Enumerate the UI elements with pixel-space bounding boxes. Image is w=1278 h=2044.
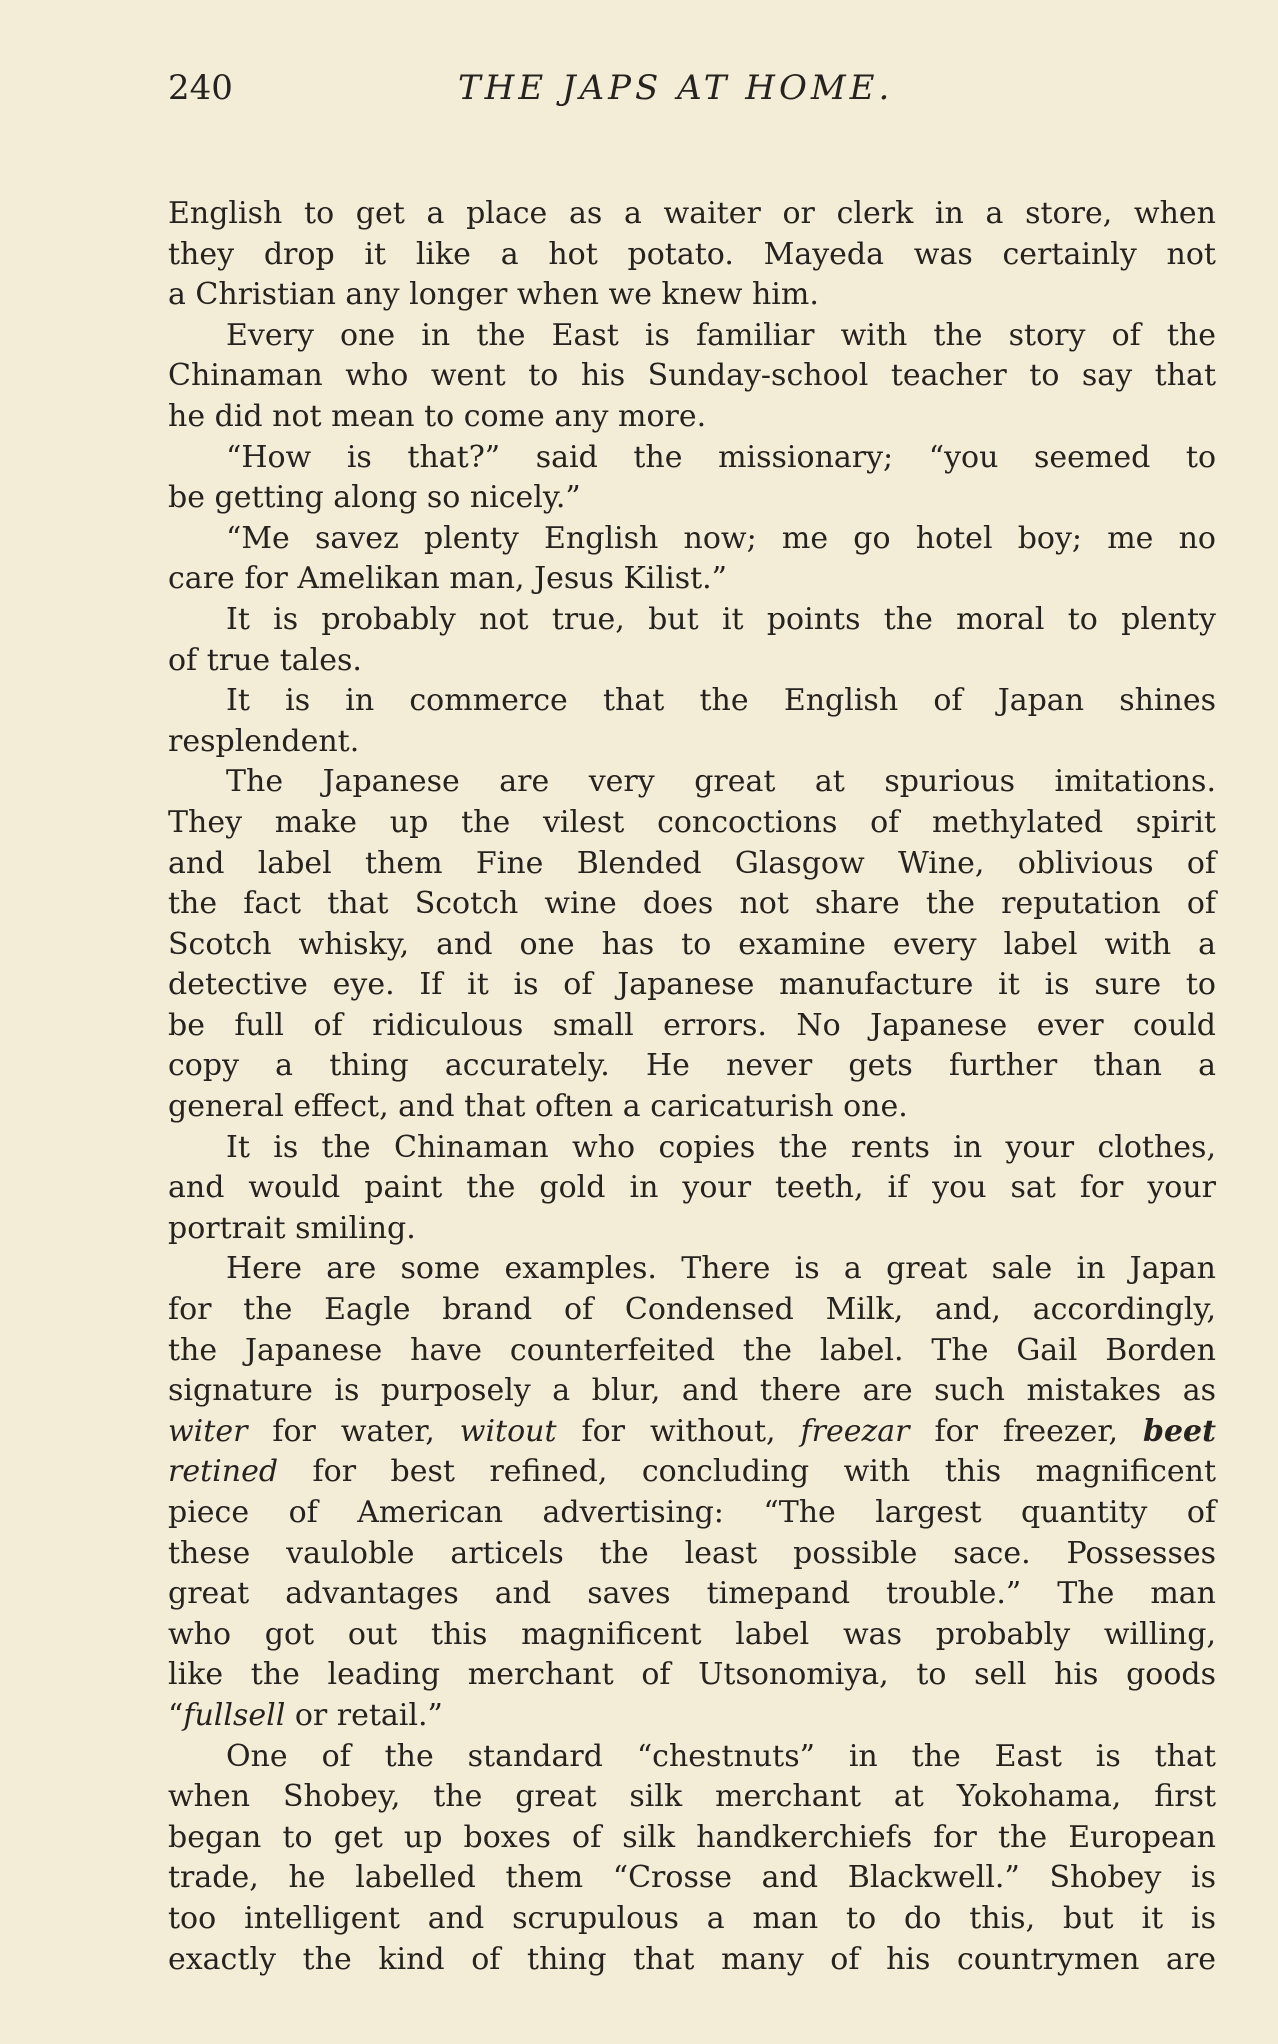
text-line: who got out this magnificent label was probably willing, — [168, 1616, 1216, 1652]
text-line: They make up the vilest concoctions of methylated spirit — [168, 804, 1216, 840]
text-line: too intelligent and scrupulous a man to do this, but it is — [168, 1900, 1216, 1936]
text-line: the fact that Scotch wine does not share the reputation of — [168, 886, 1216, 922]
text-run: for without, — [556, 1413, 801, 1449]
text-line — [168, 1452, 1216, 1493]
text-line: portrait smiling. — [168, 1210, 416, 1246]
text-line: It is probably not true, but it points the moral to plenty — [226, 601, 1216, 637]
text-line: and label them Fine Blended Glasgow Wine, oblivious of — [168, 845, 1216, 881]
text-line: signature is purposely a blur, and there are such mistakes as — [168, 1373, 1216, 1409]
text-line: piece of American advertising: “The largest quantity of — [168, 1495, 1216, 1530]
text-line: be getting along so nicely.” — [168, 480, 581, 516]
text-line: “How is that?” said the missionary; “you seemed to — [226, 439, 1216, 475]
text-line: copy a thing accurately. He never gets further than a — [168, 1048, 1216, 1084]
italic-word: witout — [459, 1413, 557, 1449]
text-run: or retail.” — [285, 1697, 443, 1733]
text-line: for the Eagle brand of Condensed Milk, and, accordingly, — [168, 1292, 1216, 1328]
italic-word: fullsell — [183, 1697, 286, 1733]
text-line: of true tales. — [168, 642, 362, 678]
italic-word: beet — [1142, 1413, 1216, 1449]
text-line: general effect, and that often a caricaturish one. — [168, 1089, 908, 1125]
page-number: 240 — [168, 68, 233, 108]
text-line: trade, he labelled them “Crosse and Blackwell.” Shobey is — [168, 1860, 1216, 1896]
text-line: these vauloble articels the least possible sace. Possesses — [168, 1535, 1216, 1571]
book-page — [168, 58, 1216, 1980]
italic-word: retined — [168, 1454, 279, 1490]
text-line: detective eye. If it is of Japanese manufacture it is sure to — [168, 967, 1216, 1003]
text-line: It is in commerce that the English of Japan shines — [226, 683, 1216, 719]
text-line: Every one in the East is familiar with the story of the — [226, 317, 1216, 353]
text-line: “Me savez plenty English now; me go hotel boy; me no — [226, 520, 1216, 556]
text-line: Here are some examples. There is a great sale in Japan — [226, 1251, 1216, 1287]
text-line: like the leading merchant of Utsonomiya, to sell his goods — [168, 1657, 1216, 1693]
text-line: One of the standard “chestnuts” in the East is that — [226, 1738, 1216, 1774]
text-run: “ — [168, 1697, 184, 1733]
text-run: for freezer, — [909, 1413, 1143, 1449]
text-line — [168, 1412, 1216, 1453]
text-run: for water, — [247, 1413, 460, 1449]
text-line: Chinaman who went to his Sunday-school teacher to say that — [168, 358, 1216, 394]
page-header — [168, 58, 1216, 118]
page-body — [168, 194, 1216, 1980]
text-line — [168, 1696, 1216, 1737]
text-line: they drop it like a hot potato. Mayeda was certainly not — [168, 236, 1216, 272]
running-title: THE JAPS AT HOME. — [458, 68, 894, 108]
text-line: English to get a place as a waiter or clerk in a store, when — [168, 196, 1216, 231]
text-line: great advantages and saves timepand trouble.” The man — [168, 1576, 1216, 1612]
italic-word: witer — [168, 1413, 248, 1449]
text-run: for best refined, concluding with this magnificent — [278, 1454, 1216, 1490]
text-line: and would paint the gold in your teeth, if you sat for your — [168, 1170, 1216, 1206]
italic-word: freezar — [800, 1413, 910, 1449]
text-line: the Japanese have counterfeited the label. The Gail Borden — [168, 1332, 1216, 1368]
text-line: a Christian any longer when we knew him. — [168, 277, 819, 313]
text-line: care for Amelikan man, Jesus Kilist.” — [168, 561, 728, 597]
text-line: be full of ridiculous small errors. No Japanese ever could — [168, 1007, 1216, 1043]
text-line: when Shobey, the great silk merchant at Yokohama, first — [168, 1779, 1216, 1815]
text-line: began to get up boxes of silk handkerchiefs for the European — [168, 1819, 1216, 1855]
text-line: resplendent. — [168, 723, 360, 759]
text-line: Scotch whisky, and one has to examine every label with a — [168, 926, 1216, 962]
text-line: he did not mean to come any more. — [168, 398, 707, 434]
text-line: exactly the kind of thing that many of his countrymen are — [168, 1941, 1216, 1977]
text-line: The Japanese are very great at spurious imitations. — [226, 764, 1216, 800]
text-line: It is the Chinaman who copies the rents in your clothes, — [226, 1129, 1216, 1165]
